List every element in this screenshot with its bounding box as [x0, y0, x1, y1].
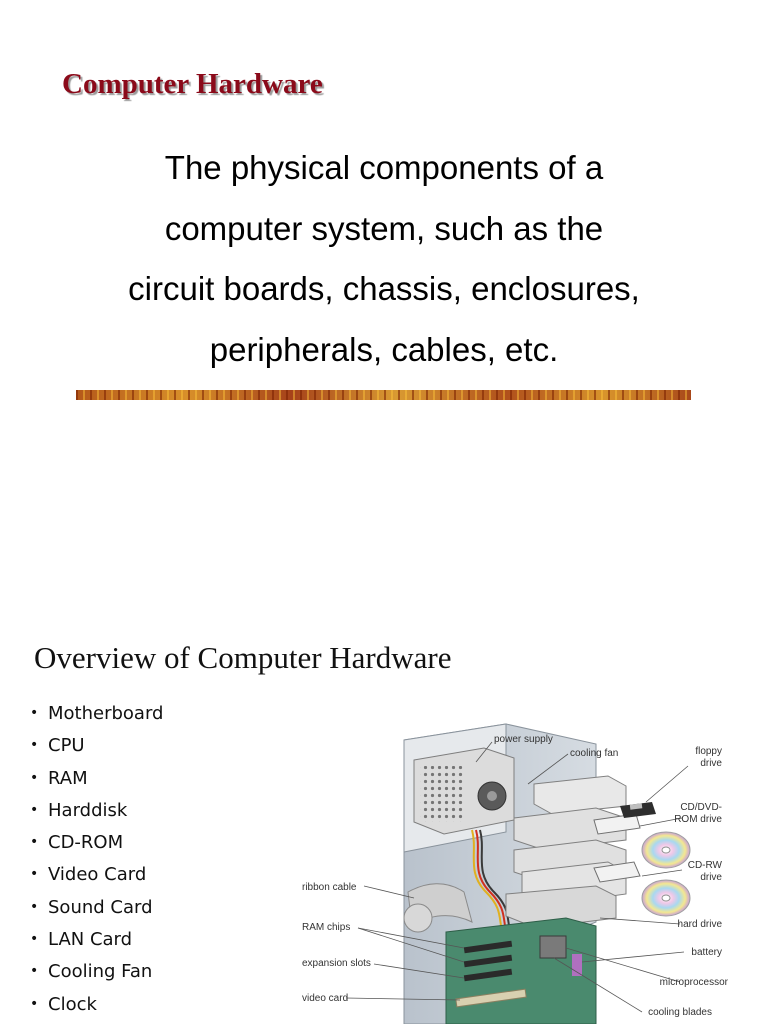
- label-microprocessor: microprocessor: [659, 977, 728, 988]
- list-item: [30, 861, 163, 893]
- label-cd-rw-drive: CD-RW: [687, 860, 722, 871]
- list-item: [30, 765, 163, 797]
- list-item-label: Cooling Fan: [48, 961, 153, 983]
- list-item-label: Video Card: [48, 864, 147, 886]
- bullet-icon: •: [30, 963, 39, 980]
- label-hard-drive: hard drive: [677, 919, 722, 930]
- label-cooling-fan: cooling fan: [570, 748, 619, 759]
- motherboard-shape: [446, 918, 596, 1024]
- definition-line: computer system, such as the: [164, 209, 604, 247]
- bullet-icon: •: [30, 769, 39, 786]
- computer-tower-diagram: [296, 722, 768, 1024]
- label-cd-rw-drive-2: drive: [700, 872, 722, 883]
- list-item-label: CD-ROM: [48, 832, 124, 854]
- label-video-card: video card: [302, 993, 349, 1004]
- bullet-icon: •: [30, 834, 39, 851]
- list-item-label: Sound Card: [48, 896, 153, 918]
- bullet-icon: •: [30, 898, 39, 915]
- bullet-icon: •: [30, 737, 39, 754]
- definition-line: circuit boards, chassis, enclosures,: [128, 270, 640, 307]
- label-ribbon-cable: ribbon cable: [302, 882, 357, 893]
- hardware-list: [30, 700, 163, 1023]
- bullet-icon: •: [30, 866, 39, 883]
- label-floppy-drive-2: drive: [700, 758, 722, 769]
- list-item-label: Harddisk: [48, 799, 128, 821]
- power-supply-shape: [414, 748, 514, 834]
- label-battery: battery: [691, 947, 722, 958]
- list-item: [30, 926, 163, 958]
- bullet-icon: •: [30, 931, 39, 948]
- list-item-label: LAN Card: [48, 929, 133, 951]
- list-item: [30, 700, 163, 732]
- cd-rw-disc-icon: [642, 880, 690, 916]
- label-floppy-drive: floppy: [695, 746, 722, 757]
- definition-line: The physical components of a: [164, 149, 604, 186]
- list-item-label: CPU: [48, 735, 85, 757]
- label-power-supply: power supply: [494, 734, 553, 745]
- overview-title: Overview of Computer Hardware: [34, 640, 452, 675]
- list-item-label: Clock: [48, 993, 97, 1015]
- list-item: [30, 732, 163, 764]
- bullet-icon: •: [30, 705, 39, 721]
- definition-text: [40, 138, 728, 380]
- label-ram-chips: RAM chips: [302, 922, 351, 933]
- definition-line: peripherals, cables, etc.: [209, 330, 559, 368]
- slide-title: Computer Hardware: [62, 68, 323, 100]
- list-item: [30, 797, 163, 829]
- list-item-label: Motherboard: [48, 703, 164, 724]
- list-item: [30, 894, 163, 926]
- label-cooling-blades: cooling blades: [648, 1007, 712, 1018]
- decorative-divider-bar: [76, 390, 691, 400]
- label-expansion-slots: expansion slots: [302, 958, 371, 969]
- list-item: [30, 829, 163, 861]
- bullet-icon: •: [30, 801, 39, 818]
- list-item: [30, 958, 163, 990]
- bullet-icon: •: [30, 995, 39, 1012]
- list-item: [30, 991, 163, 1023]
- cd-disc-icon: [642, 832, 690, 868]
- list-item-label: RAM: [48, 767, 88, 789]
- label-cd-dvd-rom-drive: CD/DVD-: [680, 802, 722, 813]
- label-cd-dvd-rom-drive-2: ROM drive: [674, 814, 722, 825]
